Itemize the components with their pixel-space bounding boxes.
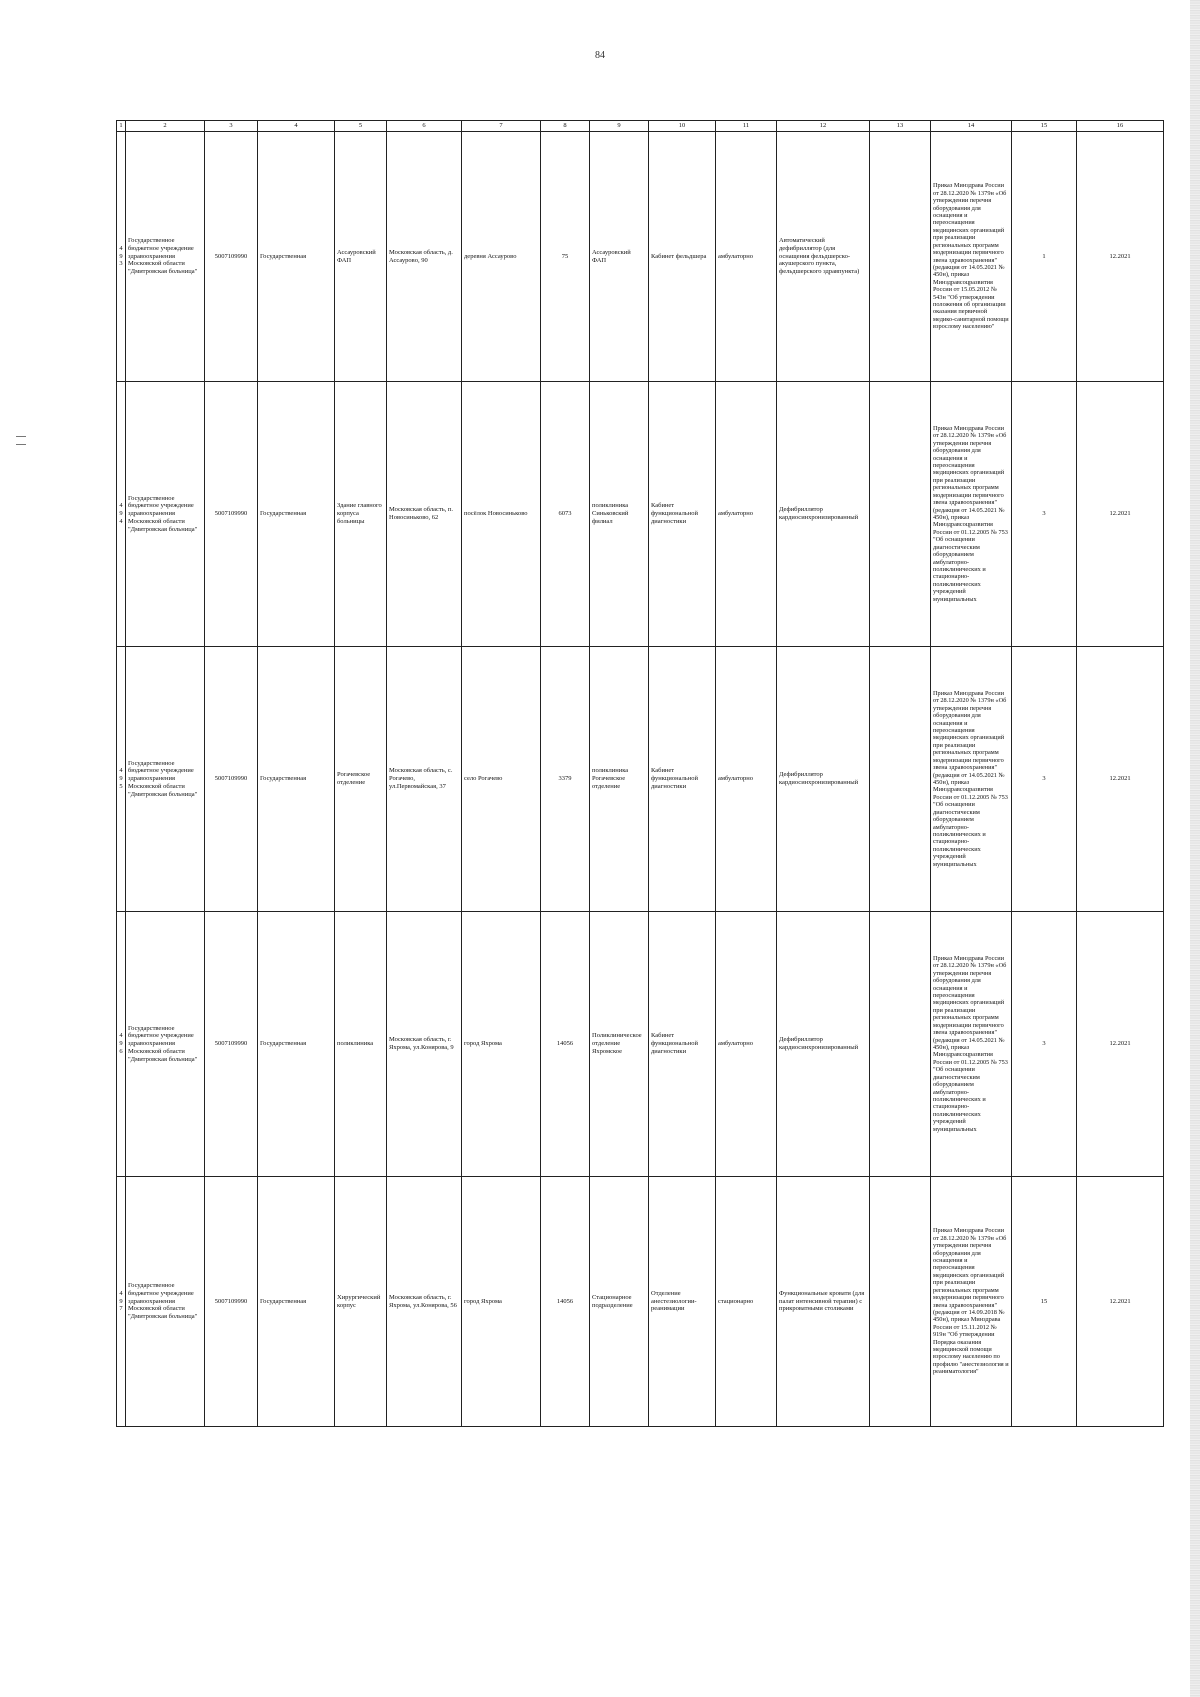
population: 6073	[541, 382, 590, 647]
ownership-form: Государственная	[258, 912, 335, 1177]
organization-code: 5007109990	[205, 1177, 258, 1427]
address: Московская область, п. Новосиньково, 62	[387, 382, 462, 647]
legal-basis: Приказ Минздрава России от 28.12.2020 № 1379н «Об утверждении перечня оборудования для оснащения и переоснащения медицинских организаций при реализации региональных программ модернизации первичного звена здравоохранения"(редакция от 14.05.2021 № 450н), приказ Минздравсоцразвития России от 01.12.2005 № 753 "Об оснащении диагностическим оборудованием амбулаторно-поликлинических и стационарно-поликлинических учреждений муниципальных	[933, 424, 1008, 603]
legal-basis-cell	[931, 132, 1012, 382]
header-cell: 2	[126, 121, 205, 132]
column-13	[870, 912, 931, 1177]
organization-name: Государственное бюджетное учреждение здравоохранения Московской области "Дмитровская больница"	[126, 382, 205, 647]
header-row	[117, 121, 1164, 132]
legal-basis: Приказ Минздрава России от 28.12.2020 № 1379н «Об утверждении перечня оборудования для оснащения и переоснащения медицинских организаций при реализации региональных программ модернизации первичного звена здравоохранения"(редакция от 14.05.2021 № 450н), приказ Минздравсоцразвития России от 01.12.2005 № 753 "Об оснащении диагностическим оборудованием амбулаторно-поликлинических и стационарно-поликлинических учреждений муниципальных	[933, 954, 1008, 1133]
header-cell: 7	[462, 121, 541, 132]
ownership-form: Государственная	[258, 647, 335, 912]
care-type: стационарно	[716, 1177, 777, 1427]
header-cell: 4	[258, 121, 335, 132]
legal-basis-cell	[931, 382, 1012, 647]
address: Московская область, с. Рогачево, ул.Первомайская, 37	[387, 647, 462, 912]
address: Московская область, г. Яхрома, ул.Конярова, 9	[387, 912, 462, 1177]
scan-edge	[1190, 0, 1200, 1697]
population: 75	[541, 132, 590, 382]
header-cell: 11	[716, 121, 777, 132]
equipment-table	[116, 120, 1164, 1427]
table-row	[117, 647, 1164, 912]
address: Московская область, д. Ассаурово, 90	[387, 132, 462, 382]
unit-name: Ассауровский ФАП	[590, 132, 649, 382]
ownership-form: Государственная	[258, 382, 335, 647]
organization-name: Государственное бюджетное учреждение здравоохранения Московской области "Дмитровская больница"	[126, 132, 205, 382]
legal-basis-cell	[931, 912, 1012, 1177]
unit-name: поликлиника Рогачевское отделение	[590, 647, 649, 912]
locality: посёлок Новосиньково	[462, 382, 541, 647]
building-name: Рогачевское отделение	[335, 647, 387, 912]
equipment-name: Дефибриллятор кардиосинхронизированный	[777, 382, 870, 647]
room-name: Кабинет функциональной диагностики	[649, 912, 716, 1177]
population: 3379	[541, 647, 590, 912]
building-name: Хирургический корпус	[335, 1177, 387, 1427]
header-cell: 5	[335, 121, 387, 132]
quantity: 1	[1012, 132, 1077, 382]
delivery-date: 12.2021	[1077, 132, 1164, 382]
population: 14056	[541, 912, 590, 1177]
organization-name: Государственное бюджетное учреждение здравоохранения Московской области "Дмитровская больница"	[126, 1177, 205, 1427]
header-cell: 10	[649, 121, 716, 132]
care-type: амбулаторно	[716, 647, 777, 912]
row-number: 497	[117, 1177, 126, 1427]
column-13	[870, 1177, 931, 1427]
scan-mark	[16, 436, 26, 437]
organization-code: 5007109990	[205, 132, 258, 382]
delivery-date: 12.2021	[1077, 382, 1164, 647]
room-name: Кабинет функциональной диагностики	[649, 647, 716, 912]
table-row	[117, 382, 1164, 647]
column-13	[870, 382, 931, 647]
room-name: Отделение анестезиологии-реанимации	[649, 1177, 716, 1427]
column-13	[870, 647, 931, 912]
organization-code: 5007109990	[205, 647, 258, 912]
delivery-date: 12.2021	[1077, 912, 1164, 1177]
header-cell: 6	[387, 121, 462, 132]
equipment-name: Автоматический дефибриллятор (для оснащения фельдшерско-акушерского пункта, фельдшерского здравпункта)	[777, 132, 870, 382]
header-cell: 1	[117, 121, 126, 132]
table-row	[117, 912, 1164, 1177]
building-name: Ассауровский ФАП	[335, 132, 387, 382]
column-13	[870, 132, 931, 382]
population: 14056	[541, 1177, 590, 1427]
table-row	[117, 1177, 1164, 1427]
legal-basis: Приказ Минздрава России от 28.12.2020 № 1379н «Об утверждении перечня оборудования для оснащения и переоснащения медицинских организаций при реализации региональных программ модернизации первичного звена здравоохранения"(редакция от 14.09.2018 № 450н), приказ Минздрава России от 15.11.2012 № 919н "Об утверждении Порядка оказания медицинской помощи взрослому населению по профилю "анестезиология и реаниматология"	[933, 1227, 1009, 1376]
care-type: амбулаторно	[716, 912, 777, 1177]
equipment-name: Дефибриллятор кардиосинхронизированный	[777, 647, 870, 912]
table-row	[117, 132, 1164, 382]
room-name: Кабинет фельдшера	[649, 132, 716, 382]
equipment-name: Дефибриллятор кардиосинхронизированный	[777, 912, 870, 1177]
row-number: 494	[117, 382, 126, 647]
header-cell: 16	[1077, 121, 1164, 132]
header-cell: 8	[541, 121, 590, 132]
organization-name: Государственное бюджетное учреждение здравоохранения Московской области "Дмитровская больница"	[126, 912, 205, 1177]
care-type: амбулаторно	[716, 382, 777, 647]
header-cell: 12	[777, 121, 870, 132]
unit-name: Стационарное подразделение	[590, 1177, 649, 1427]
quantity: 3	[1012, 647, 1077, 912]
delivery-date: 12.2021	[1077, 647, 1164, 912]
legal-basis: Приказ Минздрава России от 28.12.2020 № 1379н «Об утверждении перечня оборудования для оснащения и переоснащения медицинских организаций при реализации региональных программ модернизации первичного звена здравоохранения"(редакция от 14.05.2021 № 450н), приказ Минздравсоцразвития России от 15.05.2012 № 543н "Об утверждении положения об организации оказания первичной медико-санитарной помощи взрослому населению"	[933, 182, 1009, 331]
header-cell: 15	[1012, 121, 1077, 132]
equipment-name: Функциональные кровати (для палат интенсивной терапии) с прикроватными столиками	[777, 1177, 870, 1427]
ownership-form: Государственная	[258, 1177, 335, 1427]
organization-code: 5007109990	[205, 382, 258, 647]
header-cell: 13	[870, 121, 931, 132]
building-name: поликлиника	[335, 912, 387, 1177]
organization-code: 5007109990	[205, 912, 258, 1177]
header-cell: 14	[931, 121, 1012, 132]
row-number: 496	[117, 912, 126, 1177]
legal-basis: Приказ Минздрава России от 28.12.2020 № 1379н «Об утверждении перечня оборудования для оснащения и переоснащения медицинских организаций при реализации региональных программ модернизации первичного звена здравоохранения"(редакция от 14.05.2021 № 450н), приказ Минздравсоцразвития России от 01.12.2005 № 753 "Об оснащении диагностическим оборудованием амбулаторно-поликлинических и стационарно-поликлинических учреждений муниципальных	[933, 689, 1008, 868]
unit-name: поликлиника Синьковский филиал	[590, 382, 649, 647]
room-name: Кабинет функциональной диагностики	[649, 382, 716, 647]
page-number: 84	[595, 50, 605, 61]
quantity: 3	[1012, 912, 1077, 1177]
scan-mark	[16, 444, 26, 445]
locality: село Рогачево	[462, 647, 541, 912]
organization-name: Государственное бюджетное учреждение здравоохранения Московской области "Дмитровская больница"	[126, 647, 205, 912]
building-name: Здание главного корпуса больницы	[335, 382, 387, 647]
care-type: амбулаторно	[716, 132, 777, 382]
ownership-form: Государственная	[258, 132, 335, 382]
locality: деревня Ассаурово	[462, 132, 541, 382]
quantity: 15	[1012, 1177, 1077, 1427]
row-number: 495	[117, 647, 126, 912]
legal-basis-cell	[931, 1177, 1012, 1427]
unit-name: Поликлиническое отделение Яхромское	[590, 912, 649, 1177]
header-cell: 3	[205, 121, 258, 132]
legal-basis-cell	[931, 647, 1012, 912]
row-number: 493	[117, 132, 126, 382]
delivery-date: 12.2021	[1077, 1177, 1164, 1427]
quantity: 3	[1012, 382, 1077, 647]
locality: город Яхрома	[462, 912, 541, 1177]
header-cell: 9	[590, 121, 649, 132]
address: Московская область, г. Яхрома, ул.Конярова, 56	[387, 1177, 462, 1427]
locality: город Яхрома	[462, 1177, 541, 1427]
